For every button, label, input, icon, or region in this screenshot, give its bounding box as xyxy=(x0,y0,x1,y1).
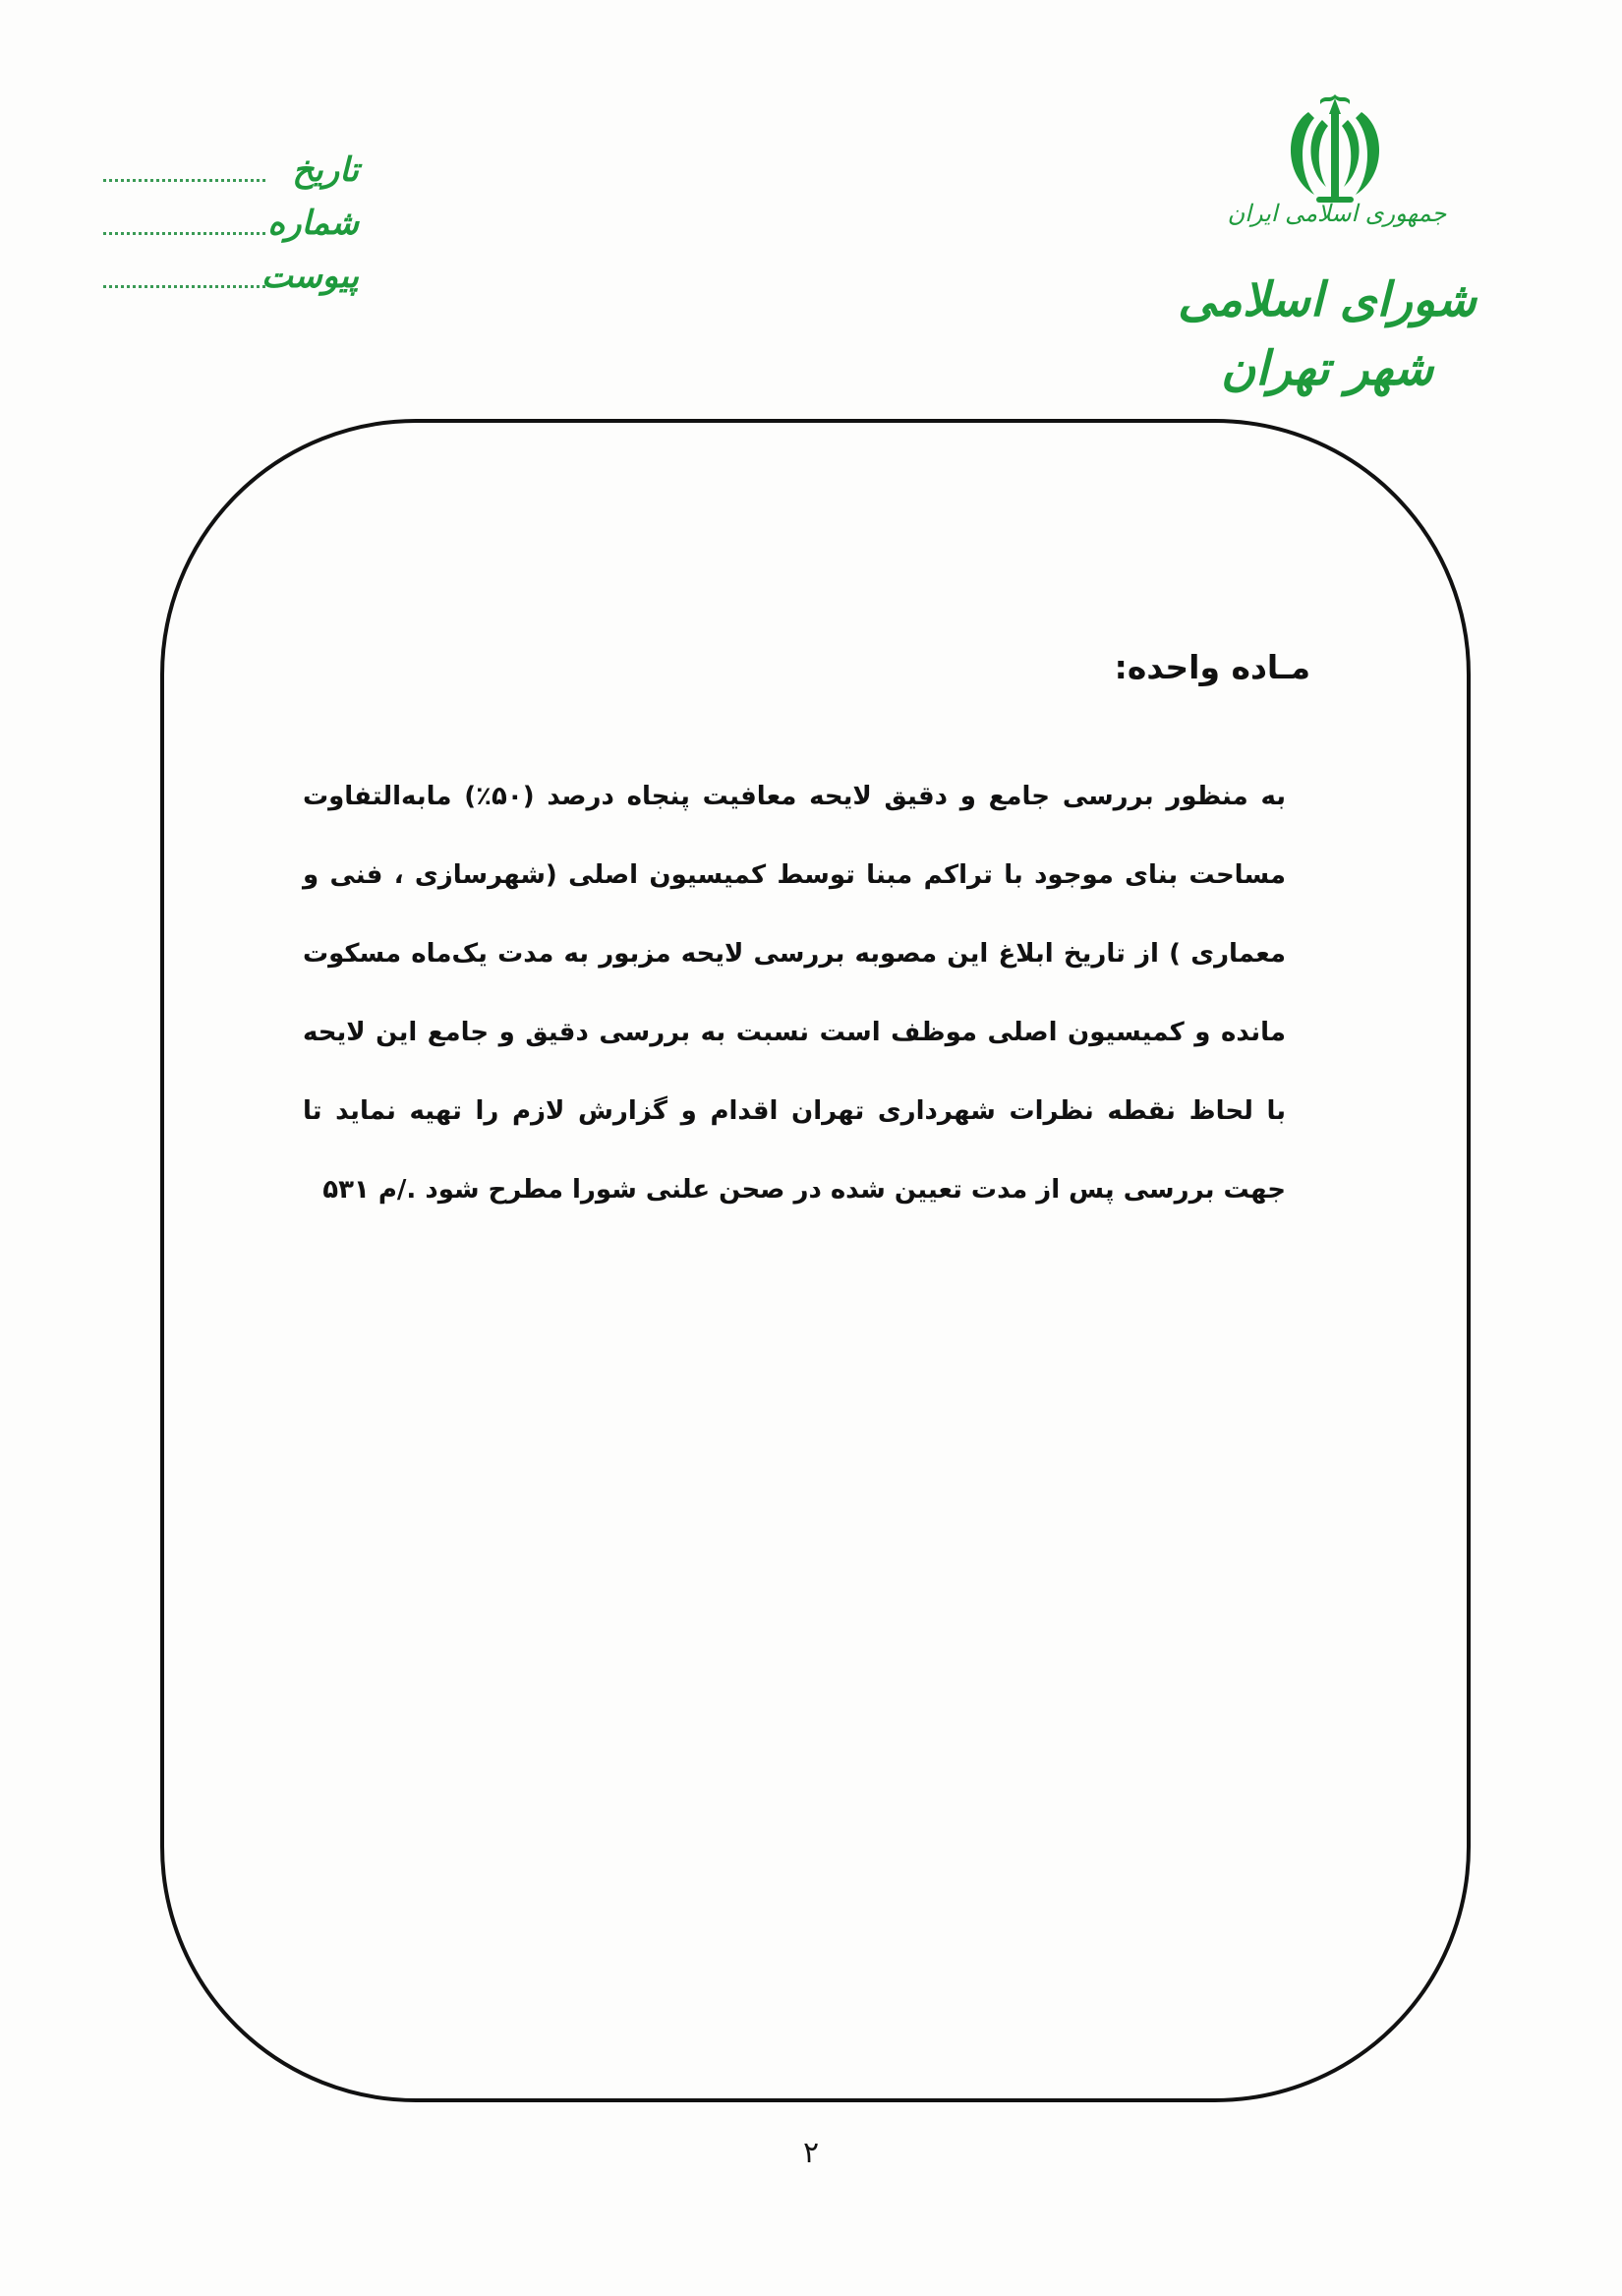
date-label: تاریخ xyxy=(292,150,359,190)
page-number: ۲ xyxy=(802,2136,820,2170)
number-label: شماره xyxy=(267,204,359,243)
date-value xyxy=(103,179,265,182)
number-field xyxy=(103,201,359,254)
article-body xyxy=(303,757,1286,1229)
letter-meta-fields xyxy=(103,147,359,307)
attachment-label: پیوست xyxy=(261,257,359,296)
date-field xyxy=(103,147,359,201)
republic-name: جمهوری اسلامی ایران xyxy=(1227,200,1447,227)
council-name: شورای اسلامی شهر تهران xyxy=(1178,272,1477,396)
article-heading: مـاده واحده: xyxy=(1114,648,1310,686)
article-body-text: به منظور بررسی جامع و دقیق لایحه معافیت پنجاه درصد (۵۰٪) مابه‌التفاوت مساحت بنای موجود با تراکم مبنا توسط کمیسیون اصلی (شهرسازی ، فنی و معماری ) از تاریخ ابلاغ این مصوبه بررسی لایحه مزبور به مدت یک‌ماه مسکوت مانده و کمیسیون اصلی موظف است نسبت به بررسی دقیق و جامع این لایحه با لحاظ نقطه نظرات شهرداری تهران اقدام و گزارش لازم را تهیه نماید تا جهت بررسی پس از مدت تعیین شده در صحن علنی شورا مطرح شود ‎.‏/م ۵۳۱ xyxy=(303,782,1286,1205)
attachment-field xyxy=(103,254,359,307)
number-value xyxy=(103,232,265,235)
attachment-value xyxy=(103,285,265,288)
